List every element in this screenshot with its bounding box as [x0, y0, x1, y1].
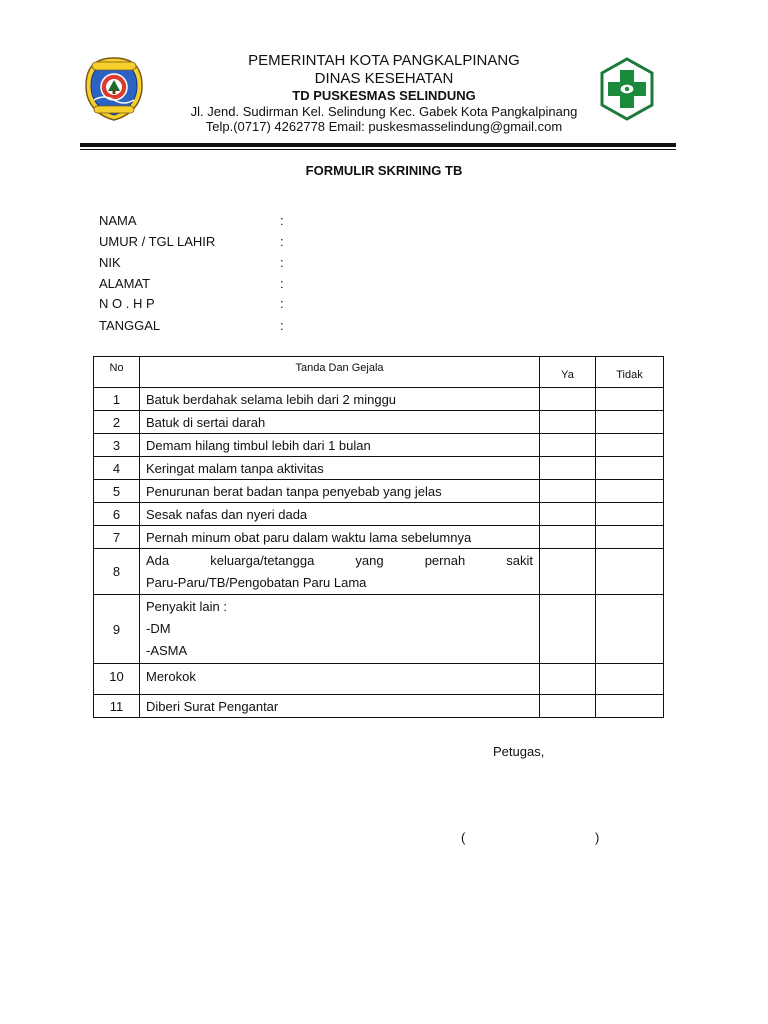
row-no: 10 [94, 664, 140, 695]
row-no: 3 [94, 434, 140, 457]
checkbox-ya[interactable] [540, 388, 596, 411]
table-row [94, 388, 664, 411]
checkbox-tidak[interactable] [596, 664, 664, 695]
letterhead-government: PEMERINTAH KOTA PANGKALPINANG [248, 52, 520, 69]
letterhead-contact: Telp.(0717) 4262778 Email: puskesmasselindung@gmail.com [205, 119, 563, 134]
screening-table [93, 356, 664, 718]
row-no: 11 [94, 695, 140, 718]
signature-open-paren: ( [461, 830, 466, 845]
checkbox-ya[interactable] [540, 480, 596, 503]
checkbox-tidak[interactable] [596, 526, 664, 549]
field-colon-nik: : [280, 255, 284, 270]
checkbox-ya[interactable] [540, 695, 596, 718]
row-no: 2 [94, 411, 140, 434]
row-no: 4 [94, 457, 140, 480]
table-row [94, 480, 664, 503]
table-row [94, 457, 664, 480]
header-no: No [94, 357, 140, 388]
table-row [94, 549, 664, 595]
table-row [94, 595, 664, 664]
table-row [94, 695, 664, 718]
row-sign: Batuk di sertai darah [140, 411, 540, 434]
checkbox-ya[interactable] [540, 434, 596, 457]
checkbox-tidak[interactable] [596, 457, 664, 480]
checkbox-tidak[interactable] [596, 549, 664, 595]
field-label-nik: NIK [99, 255, 121, 270]
signature-close-paren: ) [595, 830, 600, 845]
officer-label: Petugas, [493, 744, 545, 759]
field-label-tanggal: TANGGAL [99, 318, 161, 333]
letterhead-facility: TD PUSKESMAS SELINDUNG [292, 88, 476, 103]
row-sign: Merokok [140, 664, 540, 695]
letterhead-divider-thick [80, 143, 676, 147]
checkbox-ya[interactable] [540, 549, 596, 595]
header-sign: Tanda Dan Gejala [140, 357, 540, 388]
row-no: 5 [94, 480, 140, 503]
field-colon-nohp: : [280, 296, 284, 311]
checkbox-tidak[interactable] [596, 411, 664, 434]
table-row [94, 526, 664, 549]
row-no: 8 [94, 549, 140, 595]
row-no: 6 [94, 503, 140, 526]
table-row [94, 411, 664, 434]
row-sign: Batuk berdahak selama lebih dari 2 minggu [140, 388, 540, 411]
letterhead-address: Jl. Jend. Sudirman Kel. Selindung Kec. Gabek Kota Pangkalpinang [190, 104, 578, 119]
field-label-umur: UMUR / TGL LAHIR [99, 234, 216, 249]
field-colon-alamat: : [280, 276, 284, 291]
row-no: 9 [94, 595, 140, 664]
header-tidak: Tidak [596, 357, 664, 388]
checkbox-tidak[interactable] [596, 388, 664, 411]
checkbox-ya[interactable] [540, 503, 596, 526]
checkbox-ya[interactable] [540, 526, 596, 549]
field-label-nohp: N O . H P [99, 296, 155, 311]
checkbox-ya[interactable] [540, 457, 596, 480]
field-colon-nama: : [280, 213, 284, 228]
field-colon-umur: : [280, 234, 284, 249]
table-row [94, 664, 664, 695]
checkbox-tidak[interactable] [596, 695, 664, 718]
row-sign [140, 549, 540, 595]
letterhead-department: DINAS KESEHATAN [314, 70, 454, 87]
form-title: FORMULIR SKRINING TB [305, 163, 463, 178]
row-no: 7 [94, 526, 140, 549]
checkbox-tidak[interactable] [596, 434, 664, 457]
checkbox-tidak[interactable] [596, 503, 664, 526]
table-row [94, 503, 664, 526]
table-row [94, 434, 664, 457]
checkbox-ya[interactable] [540, 595, 596, 664]
row-sign: Sesak nafas dan nyeri dada [140, 503, 540, 526]
checkbox-tidak[interactable] [596, 480, 664, 503]
table-header-row [94, 357, 664, 388]
row-sign: Demam hilang timbul lebih dari 1 bulan [140, 434, 540, 457]
row-sign: Keringat malam tanpa aktivitas [140, 457, 540, 480]
row-sign-line: Paru-Paru/TB/Pengobatan Paru Lama [146, 574, 367, 590]
checkbox-ya[interactable] [540, 664, 596, 695]
row-sign-line: -ASMA [146, 643, 188, 658]
field-colon-tanggal: : [280, 318, 284, 333]
row-sign: Diberi Surat Pengantar [140, 695, 540, 718]
row-sign: Penurunan berat badan tanpa penyebab yang jelas [140, 480, 540, 503]
row-sign-line: Ada keluarga/tetangga yang pernah sakit [146, 552, 533, 568]
row-sign [140, 595, 540, 664]
row-sign-line: Penyakit lain : [146, 599, 227, 614]
row-sign: Pernah minum obat paru dalam waktu lama sebelumnya [140, 526, 540, 549]
header-ya: Ya [540, 357, 596, 388]
letterhead-divider-thin [80, 149, 676, 150]
row-sign-line: -DM [146, 621, 171, 636]
checkbox-tidak[interactable] [596, 595, 664, 664]
checkbox-ya[interactable] [540, 411, 596, 434]
field-label-nama: NAMA [99, 213, 137, 228]
field-label-alamat: ALAMAT [99, 276, 151, 291]
row-no: 1 [94, 388, 140, 411]
